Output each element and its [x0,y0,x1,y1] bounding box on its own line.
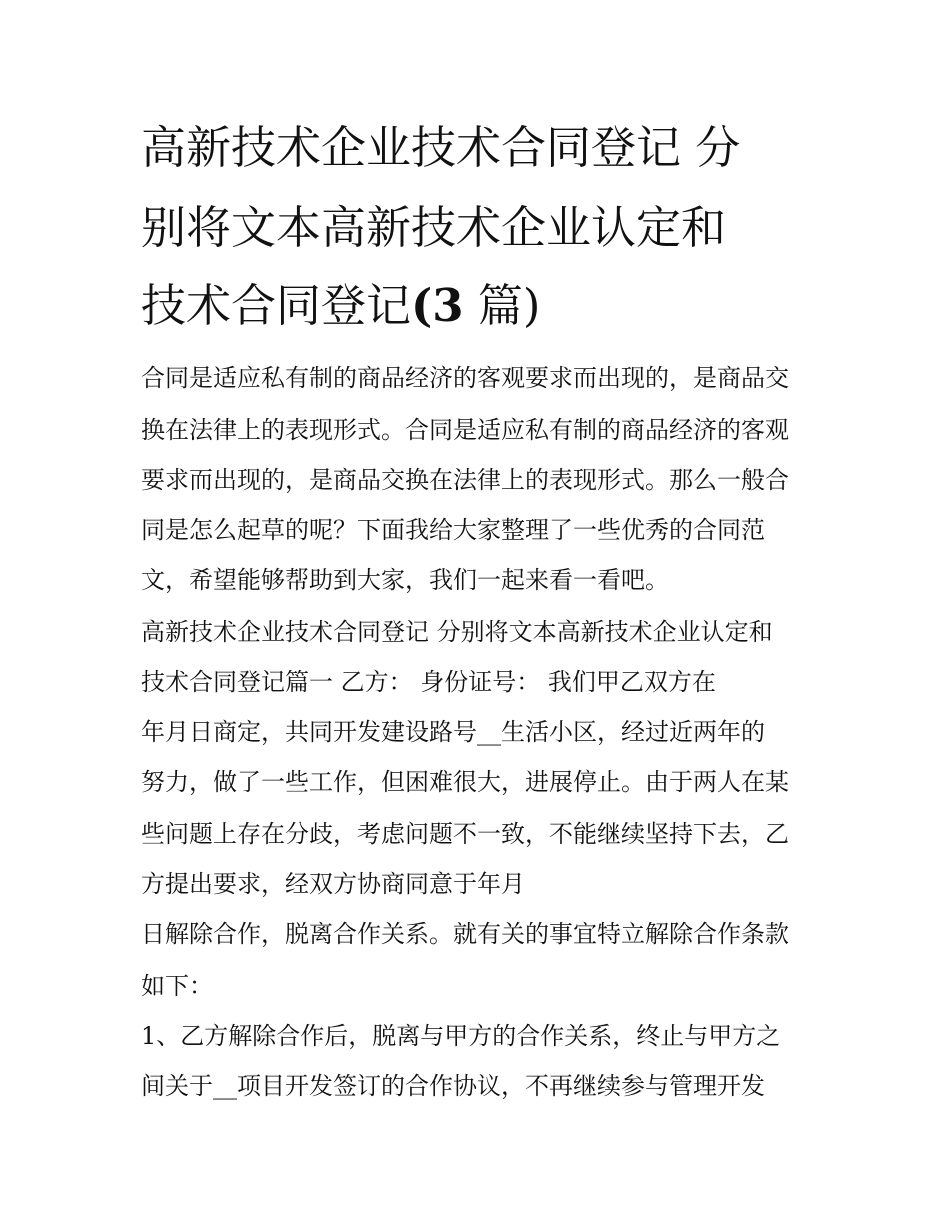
body-line: 间关于__项目开发签订的合作协议，不再继续参与管理开发 [141,1072,765,1100]
body-line: 技术合同登记篇一 乙方： 身份证号： 我们甲乙双方在 [141,668,716,696]
body-line: 如下： [141,972,213,1000]
body-line: 换在法律上的表现形式。合同是适应私有制的商品经济的客观 [141,416,789,444]
document-title-line-1: 高新技术企业技术合同登记 分 [141,121,741,174]
body-line: 同是怎么起草的呢？下面我给大家整理了一些优秀的合同范 [141,516,765,544]
document-title-line-2: 别将文本高新技术企业认定和 [141,201,727,254]
body-line: 些问题上存在分歧，考虑问题不一致，不能继续坚持下去，乙 [141,820,789,848]
body-line: 要求而出现的，是商品交换在法律上的表现形式。那么一般合 [141,466,789,494]
body-line: 高新技术企业技术合同登记 分别将文本高新技术企业认定和 [141,618,773,646]
body-line: 努力，做了一些工作，但困难很大，进展停止。由于两人在某 [141,768,789,796]
body-line: 日解除合作，脱离合作关系。就有关的事宜特立解除合作条款 [141,920,789,948]
body-line: 文，希望能够帮助到大家，我们一起来看一看吧。 [141,566,669,594]
body-line: 年月日商定，共同开发建设路号__生活小区，经过近两年的 [141,718,765,746]
body-line: 1、乙方解除合作后，脱离与甲方的合作关系，终止与甲方之 [141,1022,781,1050]
body-line: 合同是适应私有制的商品经济的客观要求而出现的，是商品交 [141,364,789,392]
document-title-line-3: 技术合同登记(3 篇) [141,279,541,332]
body-line: 方提出要求，经双方协商同意于年月 [141,870,525,898]
